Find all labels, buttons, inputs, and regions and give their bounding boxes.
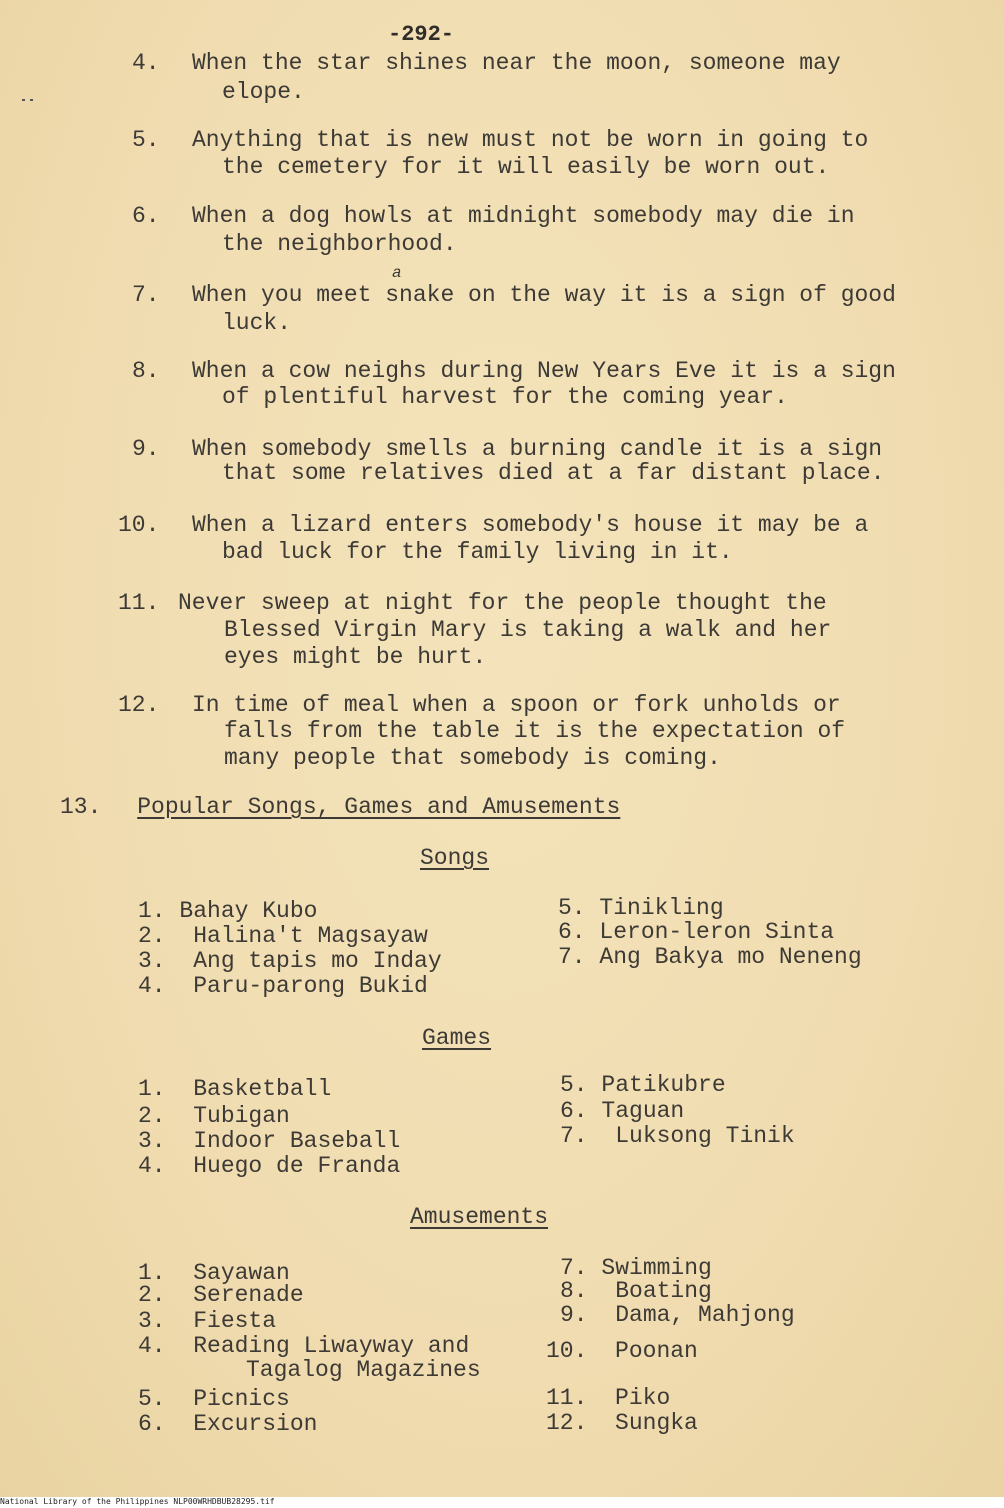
amusements-heading: Amusements <box>410 1204 549 1230</box>
item-line: Anything that is new must not be worn in going to <box>192 127 869 153</box>
item-number: 3. <box>138 1128 166 1154</box>
item-number: 2. <box>138 1103 166 1129</box>
game-title: Tubigan <box>193 1103 290 1129</box>
item-number: 4. <box>138 1153 166 1179</box>
item-number: 5. <box>560 1072 588 1098</box>
game-title: Patikubre <box>601 1072 726 1098</box>
item-number: 6. <box>560 1098 588 1124</box>
item-number: 6. <box>138 1411 166 1437</box>
item-line: elope. <box>222 79 305 105</box>
item-number: 4. <box>132 50 160 76</box>
handwritten-insertion: a <box>392 264 402 282</box>
amusement-title: Reading Liwayway and <box>193 1333 470 1359</box>
section-heading <box>60 794 620 820</box>
list-item <box>138 1282 304 1308</box>
item-number: 8. <box>132 358 160 384</box>
amusement-title: Sungka <box>615 1410 698 1436</box>
item-number: 1. <box>138 898 166 924</box>
amusement-title: Picnics <box>193 1386 290 1412</box>
item-number: 11. <box>546 1385 588 1411</box>
song-title: Halina't Magsayaw <box>193 923 428 949</box>
item-line: that some relatives died at a far distant place. <box>222 460 885 486</box>
item-line: bad luck for the family living in it. <box>222 539 733 565</box>
list-item <box>138 898 317 924</box>
item-line: falls from the table it is the expectation of <box>224 718 846 744</box>
item-line: When a lizard enters somebody's house it may be a <box>192 512 869 538</box>
song-title: Ang tapis mo Inday <box>193 948 442 974</box>
list-item <box>138 1076 331 1102</box>
song-title: Tinikling <box>599 895 724 921</box>
item-number: 5. <box>132 127 160 153</box>
list-item <box>558 944 862 970</box>
item-number: 11. <box>118 590 160 616</box>
list-item <box>546 1410 698 1436</box>
item-line: Blessed Virgin Mary is taking a walk and her <box>224 617 832 643</box>
item-number: 8. <box>560 1278 588 1304</box>
item-line: Never sweep at night for the people thought the <box>178 590 827 616</box>
song-title: Leron-leron Sinta <box>599 919 835 945</box>
item-number: 12. <box>546 1410 588 1436</box>
item-number: 1. <box>138 1260 166 1286</box>
item-line: When a cow neighs during New Years Eve it is a sign <box>192 358 896 384</box>
item-number: 2. <box>138 1282 166 1308</box>
item-line: eyes might be hurt. <box>224 644 487 670</box>
item-line: When you meet snake on the way it is a sign of good <box>192 282 896 308</box>
item-line: the neighborhood. <box>222 231 457 257</box>
item-number: 3. <box>138 948 166 974</box>
list-item-continuation <box>246 1357 481 1383</box>
game-title: Basketball <box>193 1076 332 1102</box>
item-number: 9. <box>132 436 160 462</box>
list-item <box>546 1338 698 1364</box>
game-title: Indoor Baseball <box>193 1128 401 1154</box>
list-item <box>558 895 724 921</box>
scan-footer: National Library of the Philippines NLP00WRHDBUB28295.tif <box>0 1497 1004 1508</box>
section-title: Popular Songs, Games and Amusements <box>137 794 621 820</box>
list-item <box>546 1385 670 1411</box>
amusement-title: Serenade <box>193 1282 304 1308</box>
game-title: Huego de Franda <box>193 1153 401 1179</box>
game-title: Luksong Tinik <box>615 1123 795 1149</box>
item-number: 4. <box>138 973 166 999</box>
list-item <box>558 919 834 945</box>
item-line: of plentiful harvest for the coming year. <box>222 384 788 410</box>
section-number: 13. <box>60 794 102 820</box>
item-line: the cemetery for it will easily be worn out. <box>222 154 830 180</box>
item-number: 10. <box>118 512 160 538</box>
page-number: -292- <box>388 22 455 47</box>
item-number: 7. <box>558 944 586 970</box>
item-line: When a dog howls at midnight somebody may die in <box>192 203 855 229</box>
amusement-title: Swimming <box>601 1255 712 1281</box>
song-title: Ang Bakya mo Neneng <box>599 944 862 970</box>
item-number: 4. <box>138 1333 166 1359</box>
item-number: 9. <box>560 1302 588 1328</box>
list-item <box>560 1072 726 1098</box>
item-number: 1. <box>138 1076 166 1102</box>
list-item <box>560 1123 795 1149</box>
amusement-title: Poonan <box>615 1338 698 1364</box>
list-item <box>560 1302 795 1328</box>
amusement-title: Boating <box>615 1278 712 1304</box>
list-item <box>138 923 428 949</box>
item-number: 7. <box>560 1255 588 1281</box>
item-number: 10. <box>546 1338 588 1364</box>
item-number: 7. <box>132 282 160 308</box>
item-line: When the star shines near the moon, someone may <box>192 50 841 76</box>
amusement-title: Dama, Mahjong <box>615 1302 795 1328</box>
list-item <box>138 1128 400 1154</box>
song-title: Bahay Kubo <box>179 898 318 924</box>
list-item <box>138 948 442 974</box>
list-item <box>138 1103 290 1129</box>
item-number: 12. <box>118 692 160 718</box>
item-line: When somebody smells a burning candle it is a sign <box>192 436 883 462</box>
item-number: 5. <box>138 1386 166 1412</box>
item-number: 5. <box>558 895 586 921</box>
amusement-title: Piko <box>615 1385 671 1411</box>
scan-speck <box>30 99 33 101</box>
list-item <box>138 1308 276 1334</box>
games-heading: Games <box>422 1025 492 1051</box>
game-title: Taguan <box>601 1098 685 1124</box>
item-number: 6. <box>558 919 586 945</box>
item-number: 2. <box>138 923 166 949</box>
list-item <box>138 973 428 999</box>
list-item <box>560 1098 684 1124</box>
item-number: 7. <box>560 1123 588 1149</box>
list-item <box>138 1153 400 1179</box>
list-item <box>138 1411 317 1437</box>
amusement-title: Tagalog Magazines <box>246 1357 481 1383</box>
item-line: In time of meal when a spoon or fork unholds or <box>192 692 841 718</box>
scan-speck <box>22 99 25 101</box>
song-title: Paru-parong Bukid <box>193 973 428 999</box>
list-item <box>560 1278 712 1304</box>
item-number: 6. <box>132 203 160 229</box>
item-number: 3. <box>138 1308 166 1334</box>
amusement-title: Excursion <box>193 1411 318 1437</box>
item-line: many people that somebody is coming. <box>224 745 721 771</box>
list-item <box>138 1333 469 1359</box>
amusement-title: Sayawan <box>193 1260 290 1286</box>
amusement-title: Fiesta <box>193 1308 277 1334</box>
item-line: luck. <box>222 310 292 336</box>
songs-heading: Songs <box>420 845 490 871</box>
list-item <box>138 1386 290 1412</box>
